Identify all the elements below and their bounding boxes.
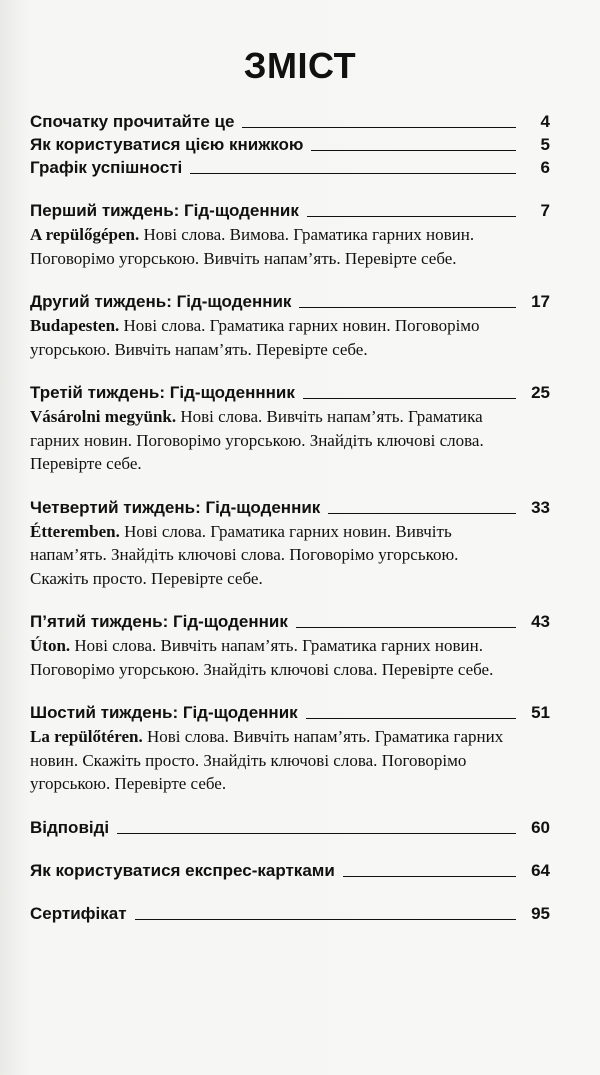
lesson-title: Vásárolni megyünk. [30,407,177,426]
leader-line [242,127,516,128]
toc-entry-description [30,223,510,270]
lesson-topics: Нові слова. Граматика гарних новин. Вивчіть напам’ять. Знайдіть ключові слова. Поговорімо угорською. Скажіть просто. Перевірте себе. [30,521,459,588]
toc-section-week-6 [30,701,550,796]
toc-entry-page: 4 [540,112,550,131]
toc-entry-label: Графік успішності [30,158,183,177]
toc-entry-description [30,634,510,681]
toc-entry-label: Четвертий тиждень: Гід-щоденник [30,497,321,517]
toc-entry-page: 33 [531,497,550,517]
lesson-topics: Нові слова. Граматика гарних новин. Поговорімо угорською. Вивчіть напам’ять. Перевірте себе. [30,316,480,359]
toc-entry-week-5[interactable] [30,610,550,633]
toc-entry-label: Відповіді [30,817,110,837]
toc-entry-label: Як користуватися цією книжкою [30,135,304,154]
lesson-topics: Нові слова. Вивчіть напам’ять. Граматика гарних новин. Скажіть просто. Знайдіть ключові слова. Поговорімо угорською. Перевірте себе. [30,727,504,793]
toc-entry-answers[interactable] [30,816,550,839]
toc-entry-label: Другий тиждень: Гід-щоденник [30,292,292,311]
toc-section-week-3 [30,381,550,476]
toc-entry-page: 95 [531,903,550,923]
table-of-contents [30,110,550,925]
lesson-topics: Нові слова. Вивчіть напам’ять. Граматика гарних новин. Поговорімо угорською. Знайдіть ключові слова. Перевірте себе. [30,636,494,679]
toc-entry-week-6[interactable] [30,701,550,724]
lesson-title: La repülőtéren. [30,727,143,746]
toc-entry-description [30,520,510,591]
toc-entry-page: 7 [540,201,550,220]
toc-entry-label: П’ятий тиждень: Гід-щоденник [30,612,288,631]
leader-line [299,307,516,308]
toc-entry-flashcards[interactable] [30,859,550,882]
toc-section-week-5 [30,610,550,681]
toc-entry-certificate[interactable] [30,902,550,925]
toc-entry-page: 43 [531,612,550,631]
toc-entry-description [30,314,510,361]
leader-line [117,833,516,834]
toc-entry-read-first[interactable] [30,110,550,133]
toc-section-week-4 [30,496,550,591]
toc-entry-week-1[interactable] [30,199,550,222]
toc-entry-label: Шостий тиждень: Гід-щоденник [30,703,298,722]
leader-line [311,150,516,151]
toc-entry-how-to-use[interactable] [30,133,550,156]
lesson-title: A repülőgépen. [30,225,140,244]
leader-line [328,513,516,514]
toc-entry-page: 51 [531,703,550,722]
toc-entry-description [30,405,510,476]
lesson-topics: Нові слова. Вивчіть напам’ять. Граматика гарних новин. Поговорімо угорською. Знайдіть ключові слова. Перевірте себе. [30,407,484,473]
toc-entry-progress-chart[interactable] [30,156,550,179]
toc-entry-week-4[interactable] [30,496,550,519]
toc-entry-label: Перший тиждень: Гід-щоденник [30,201,299,220]
toc-entry-label: Третій тиждень: Гід-щоденнник [30,383,295,402]
toc-entry-description [30,725,510,796]
toc-entry-page: 5 [540,135,550,154]
toc-entry-label: Сертифікат [30,903,127,923]
leader-line [307,216,516,217]
toc-section-flashcards [30,859,550,882]
toc-entry-week-3[interactable] [30,381,550,404]
toc-entry-week-2[interactable] [30,290,550,313]
lesson-title: Étteremben. [30,521,120,541]
toc-section-week-1 [30,199,550,270]
leader-line [343,876,516,877]
leader-line [296,627,516,628]
leader-line [135,919,516,920]
toc-entry-label: Як користуватися експрес-картками [30,860,335,880]
leader-line [303,398,516,399]
lesson-title: Budapesten. [30,316,120,335]
toc-entry-page: 17 [531,292,550,311]
leader-line [190,173,516,174]
toc-entry-page: 6 [540,158,550,177]
toc-entry-page: 60 [531,817,550,837]
toc-section-certificate [30,902,550,925]
toc-entry-page: 25 [531,383,550,402]
lesson-topics: Нові слова. Вимова. Граматика гарних новин. Поговорімо угорською. Вивчіть напам’ять. Перевірте себе. [30,225,475,268]
toc-entry-label: Спочатку прочитайте це [30,112,235,131]
lesson-title: Úton. [30,636,71,655]
toc-section-week-2 [30,290,550,361]
page-title: ЗМІСТ [243,45,357,86]
toc-entry-page: 64 [531,860,550,880]
leader-line [306,718,516,719]
toc-section-back-matter [30,816,550,839]
